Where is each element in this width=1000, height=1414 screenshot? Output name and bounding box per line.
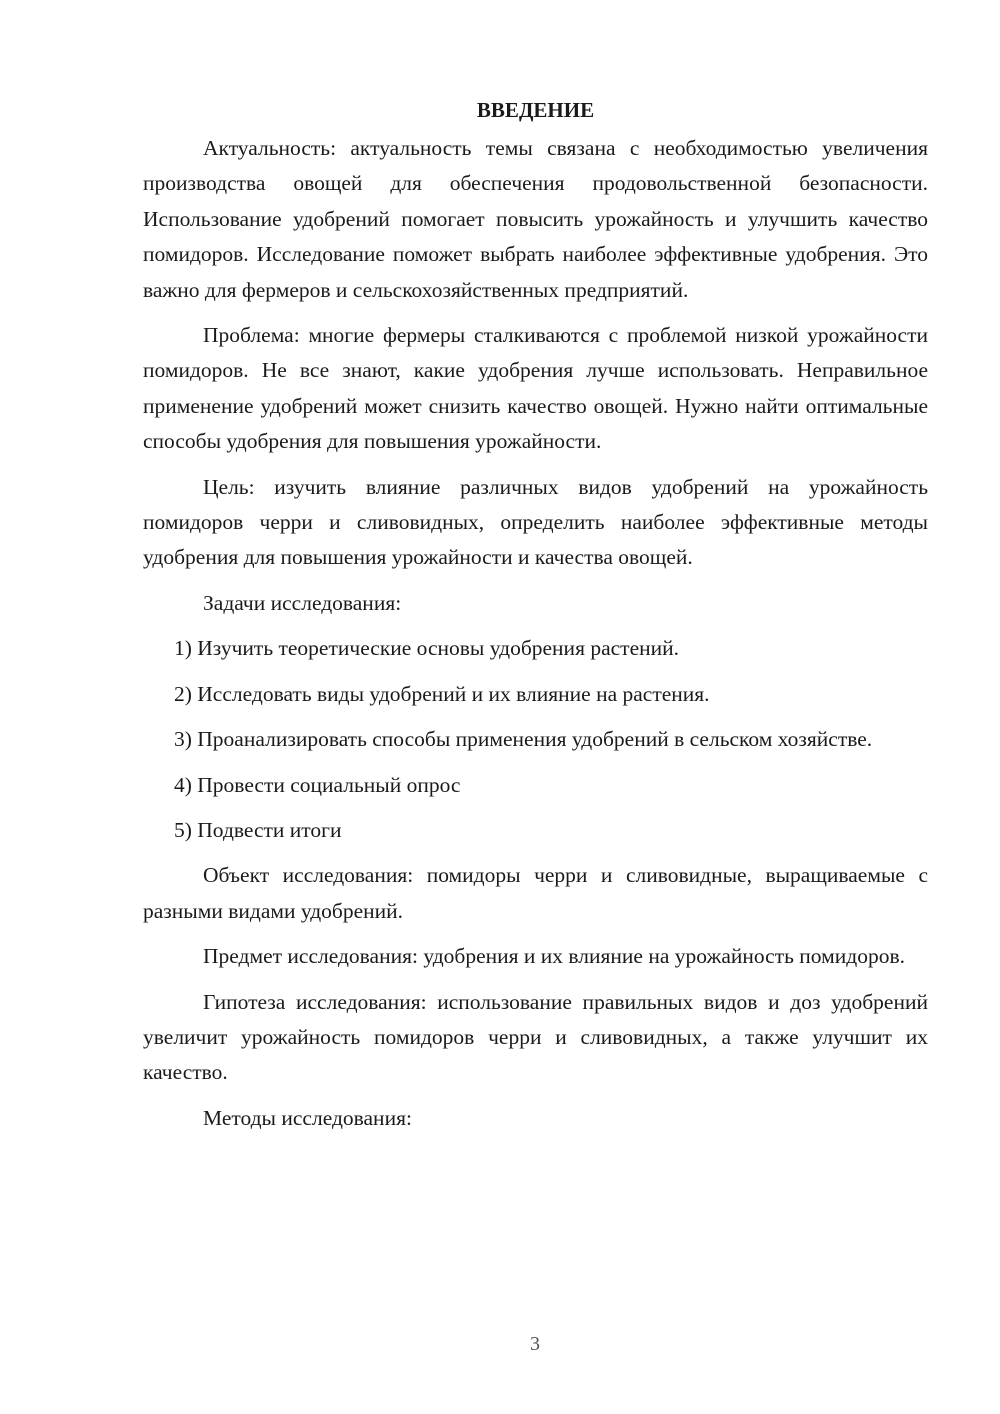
page-number: 3	[530, 1333, 540, 1355]
page-title: ВВЕДЕНИЕ	[476, 98, 595, 122]
task-item-1: 1) Изучить теоретические основы удобрения растений.	[174, 636, 679, 661]
task-item-2: 2) Исследовать виды удобрений и их влияние на растения.	[174, 681, 710, 706]
goal-paragraph: Цель: изучить влияние различных видов удобрений на урожайность помидоров черри и сливовидных, определить наиболее эффективные методы удобрения для повышения урожайности и качества овощей.	[143, 474, 928, 570]
task-item-3: 3) Проанализировать способы применения удобрений в сельском хозяйстве.	[174, 727, 873, 752]
problem-paragraph: Проблема: многие фермеры сталкиваются с проблемой низкой урожайности помидоров. Не все знают, какие удобрения лучше использовать. Неправильное применение удобрений может снизить качество овощей. Нужно найти оптимальные способы удобрения для повышения урожайности.	[143, 323, 928, 454]
subject-paragraph: Предмет исследования: удобрения и их влияние на урожайность помидоров.	[203, 944, 905, 969]
methods-heading: Методы исследования:	[203, 1105, 412, 1130]
object-paragraph: Объект исследования: помидоры черри и сливовидные, выращиваемые с разными видами удобрений.	[143, 863, 928, 923]
relevance-paragraph: Актуальность: актуальность темы связана с необходимостью увеличения производства овощей для обеспечения продовольственной безопасности. Использование удобрений помогает повысить урожайность и улучшить качество помидоров. Исследование поможет выбрать наиболее эффективные удобрения. Это важно для фермеров и сельскохозяйственных предприятий.	[143, 136, 928, 302]
task-item-5: 5) Подвести итоги	[174, 817, 342, 842]
document-page	[143, 90, 928, 1146]
hypothesis-paragraph: Гипотеза исследования: использование правильных видов и доз удобрений увеличит урожайность помидоров черри и сливовидных, а также улучшит их качество.	[143, 989, 928, 1085]
tasks-heading: Задачи исследования:	[203, 590, 402, 615]
task-item-4: 4) Провести социальный опрос	[174, 772, 461, 797]
